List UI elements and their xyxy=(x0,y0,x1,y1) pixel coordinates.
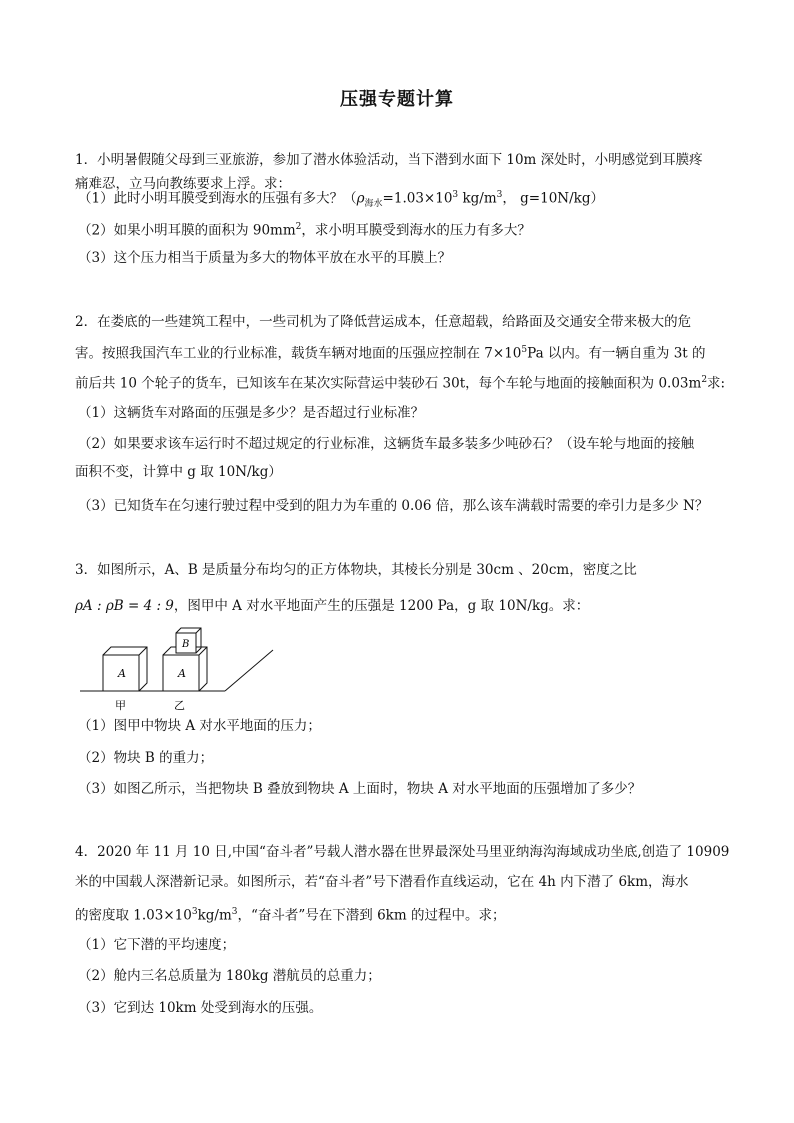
q4-part1: （1）它下潜的平均速度； xyxy=(78,937,236,953)
q1-part1-g: ， g=10N/kg） xyxy=(502,190,604,207)
q1-stem-line1: 1．小明暑假随父母到三亚旅游，参加了潜水体验活动，当下潜到水面下 10m 深处时，小明感觉到耳膜疼 xyxy=(75,152,703,168)
exponent: 3 xyxy=(496,190,503,200)
q2-line3-text: 前后共 10 个轮子的货车，已知该车在某次实际营运中装砂石 30t，每个车轮与地面的接触面积为 0.03m xyxy=(75,375,702,392)
q2-line1: 2．在娄底的一些建筑工程中，一些司机为了降低营运成本，任意超载，给路面及交通安全带来极大的危 xyxy=(75,314,692,330)
slope-line xyxy=(225,650,273,691)
q2-line2-text: 害。按照我国汽车工业的行业标准，载货车辆对地面的压强应控制在 7×10 xyxy=(75,345,522,362)
q1-stem-line2: 痛难忍，立马向教练要求上浮。求： xyxy=(75,176,291,192)
q3-density-ratio: ρA : ρB = 4 : 9 xyxy=(75,598,174,614)
rho-symbol: ρ xyxy=(356,190,365,207)
exponent: 3 xyxy=(231,907,238,917)
q4-line1: 4．2020 年 11 月 10 日,中国“奋斗者”号载人潜水器在世界最深处马里亚纳海沟海域成功坐底,创造了 10909 xyxy=(75,844,730,860)
q3-line2-rest: ，图甲中 A 对水平地面产生的压强是 1200 Pa，g 取 10N/kg。求： xyxy=(173,598,590,614)
q4-line3-text: 的密度取 1.03×10 xyxy=(75,907,192,924)
cube-b xyxy=(176,628,201,653)
q1-part2 xyxy=(78,217,531,241)
exponent: 2 xyxy=(295,222,302,232)
q2-line2 xyxy=(75,340,706,364)
q3-line1: 3．如图所示，A、B 是质量分布均匀的正方体物块，其棱长分别是 30cm 、20cm，密度之比 xyxy=(75,562,637,578)
q2-part1: （1）这辆货车对路面的压强是多少？是否超过行业标准？ xyxy=(78,405,425,421)
cube-diagram xyxy=(75,625,285,717)
q1-part1 xyxy=(78,185,604,214)
label-a2: A xyxy=(178,667,186,680)
q4-line2: 米的中国载人深潜新记录。如图所示，若“奋斗者”号下潜看作直线运动，它在 4h 内下潜了 6km，海水 xyxy=(75,874,689,890)
unit: kg/m xyxy=(458,190,497,207)
q2-part2-line2: 面积不变，计算中 g 取 10N/kg） xyxy=(75,464,282,480)
exponent: 5 xyxy=(521,345,528,355)
q1-part2-text: （2）如果小明耳膜的面积为 90mm xyxy=(78,222,296,239)
q3-part2: （2）物块 B 的重力； xyxy=(78,750,214,766)
q4-line3 xyxy=(75,902,505,926)
unit: kg/m xyxy=(197,907,232,924)
q2-part2-line1: （2）如果要求该车运行时不超过规定的行业标准，这辆货车最多装多少吨砂石？（设车轮与地面的接触 xyxy=(78,436,695,452)
exponent: 2 xyxy=(701,375,708,385)
label-b: B xyxy=(182,639,190,650)
cube-a-jia xyxy=(103,647,147,691)
exponent: 3 xyxy=(191,907,198,917)
q2-line3 xyxy=(75,370,725,394)
caption-jia: 甲 xyxy=(115,699,126,712)
q3-part1: （1）图甲中物块 A 对水平地面的压力； xyxy=(78,718,321,734)
q1-part3: （3）这个压力相当于质量为多大的物体平放在水平的耳膜上？ xyxy=(78,250,452,266)
q3-part3: （3）如图乙所示，当把物块 B 叠放到物块 A 上面时，物块 A 对水平地面的压强增加了多少？ xyxy=(78,781,642,797)
q3-figure xyxy=(75,625,285,721)
q3-line2 xyxy=(75,596,589,616)
label-a1: A xyxy=(118,667,126,680)
q4-part3: （3）它到达 10km 处受到海水的压强。 xyxy=(78,1000,323,1016)
q4-part2: （2）舱内三名总质量为 180kg 潜航员的总重力； xyxy=(78,968,381,984)
q1-part1-value: =1.03×10 xyxy=(382,190,453,207)
page-title: 压强专题计算 xyxy=(340,89,454,110)
exponent: 3 xyxy=(452,190,459,200)
rho-subscript: 海水 xyxy=(364,199,383,210)
cube-a-yi xyxy=(163,647,207,691)
q4-line3-rest: ，“奋斗者”号在下潜到 6km 的过程中。求； xyxy=(237,907,506,924)
q2-line3-rest: 求: xyxy=(707,375,726,392)
q2-part3: （3）已知货车在匀速行驶过程中受到的阻力为车重的 0.06 倍，那么该车满载时需要的牵引力是多少 N？ xyxy=(78,498,709,514)
caption-yi: 乙 xyxy=(174,699,185,712)
q2-line2-rest: Pa 以内。有一辆自重为 3t 的 xyxy=(527,345,706,362)
q1-part2-rest: ，求小明耳膜受到海水的压力有多大？ xyxy=(301,222,531,239)
q1-part1-text: （1）此时小明耳膜受到海水的压强有多大？（ xyxy=(78,190,357,207)
